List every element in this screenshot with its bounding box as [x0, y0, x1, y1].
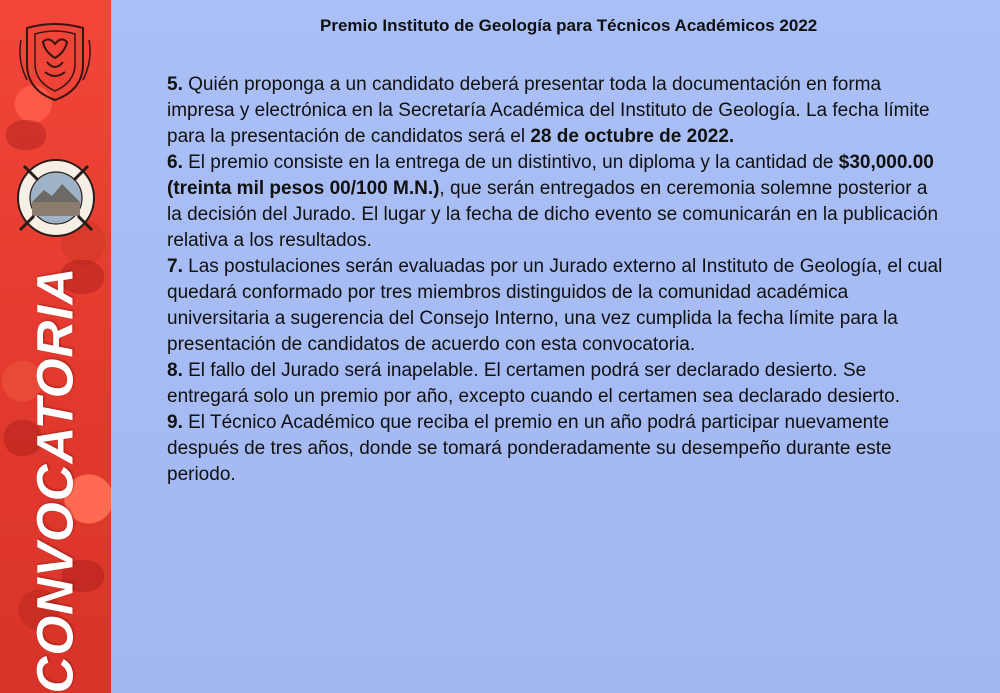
paragraph-6 — [167, 150, 943, 254]
sidebar — [0, 0, 111, 693]
body-text — [167, 72, 943, 488]
paragraph-text: , que serán entregados en ceremonia solemne posterior a la decisión del Jurado. El lugar y la fecha de dicho evento se comunicarán en la publicación relativa a los resultados. — [167, 178, 939, 251]
paragraph-number: 9. — [167, 412, 183, 433]
paragraph-number: 6. — [167, 152, 183, 173]
content-panel — [111, 0, 1000, 693]
paragraph-9 — [167, 410, 943, 488]
paragraph-8 — [167, 358, 943, 410]
paragraph-number: 5. — [167, 74, 183, 95]
instituto-geologia-seal-icon — [14, 156, 98, 240]
unam-emblem-icon — [17, 20, 93, 102]
deadline-date: 28 de octubre de 2022. — [530, 126, 735, 147]
prize-amount: $30,000.00 (treinta mil pesos 00/100 M.N.) — [167, 152, 934, 199]
paragraph-text: El Técnico Académico que reciba el premio en un año podrá participar nuevamente después de tres años, donde se tomará ponderadamente su desempeño durante este periodo. — [167, 412, 892, 485]
page-title: Premio Instituto de Geología para Técnicos Académicos 2022 — [320, 16, 818, 35]
paragraph-number: 8. — [167, 360, 183, 381]
paragraph-7 — [167, 254, 943, 358]
paragraph-5 — [167, 72, 943, 150]
rock-texture — [6, 120, 46, 150]
paragraph-text: El premio consiste en la entrega de un distintivo, un diploma y la cantidad de — [182, 152, 839, 173]
paragraph-text: Las postulaciones serán evaluadas por un Jurado externo al Instituto de Geología, el cual quedará conformado por tres miembros distinguidos de la comunidad académica universitaria a sugerencia del Consejo Interno, una vez cumplida la fecha límite para la presentación de candidatos de acuerdo con esta convocatoria. — [167, 256, 943, 355]
paragraph-number: 7. — [167, 256, 183, 277]
sidebar-title: CONVOCATORIA — [26, 266, 84, 693]
paragraph-text: Quién proponga a un candidato deberá presentar toda la documentación en forma impresa y electrónica en la Secretaría Académica del Instituto de Geología. La fecha límite para la presentación de candidatos será el — [167, 74, 930, 147]
paragraph-text: El fallo del Jurado será inapelable. El certamen podrá ser declarado desierto. Se entregará solo un premio por año, excepto cuando el certamen sea declarado desierto. — [167, 360, 901, 407]
